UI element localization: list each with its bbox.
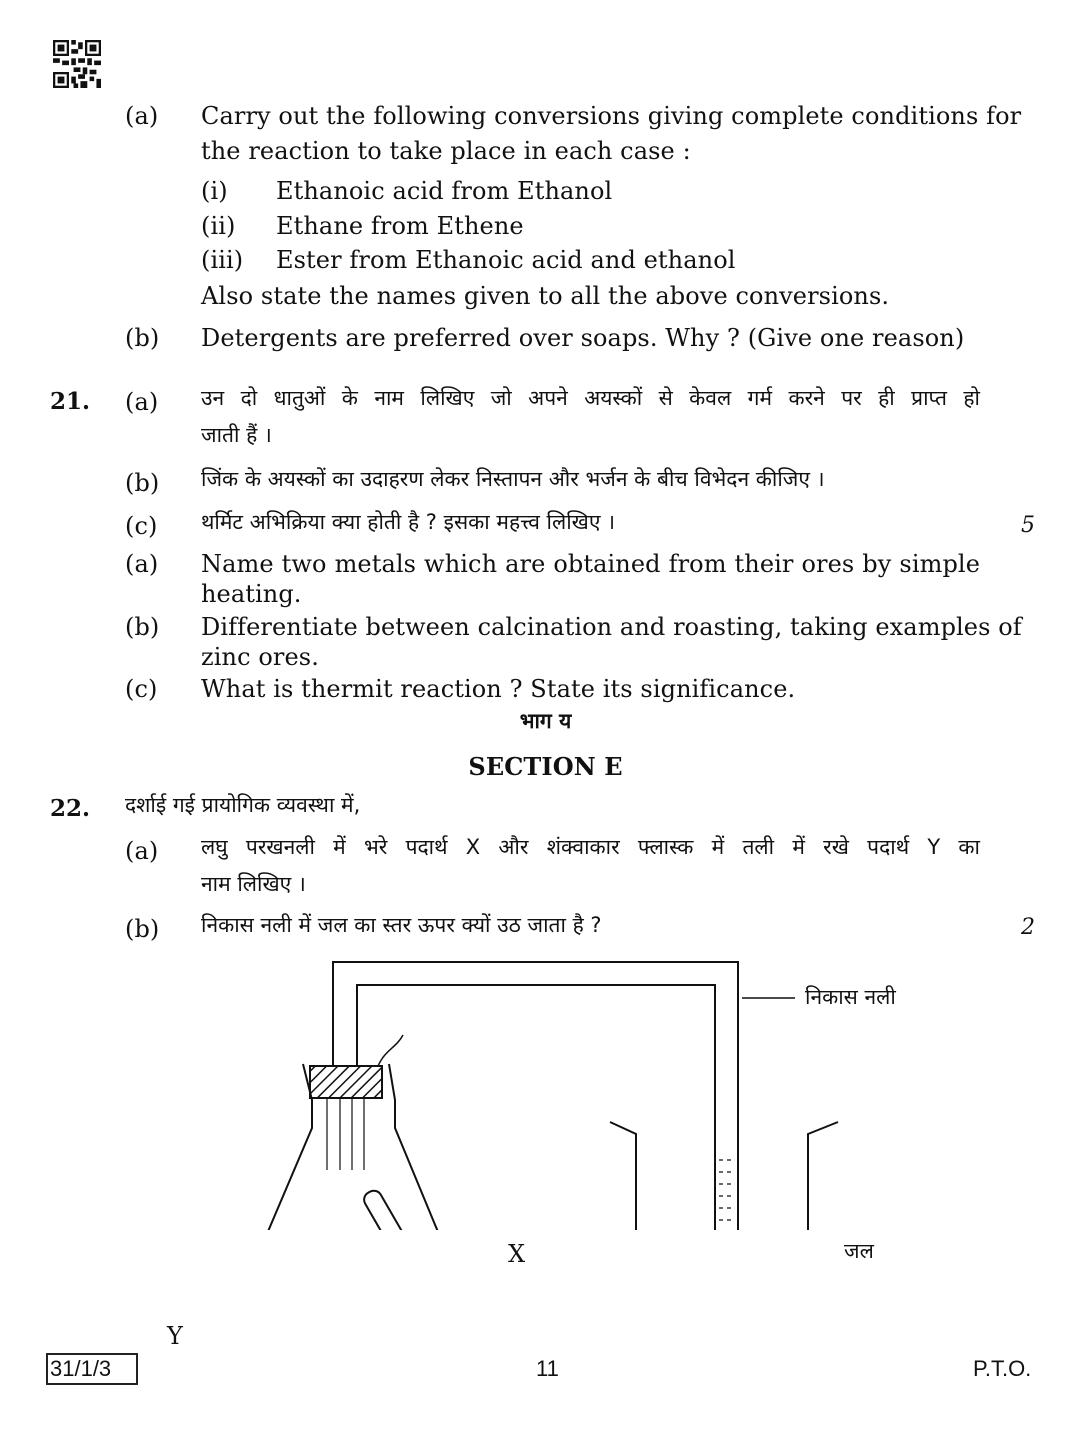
q20-a-also: Also state the names given to all the above conversions. (201, 282, 890, 310)
q21-hi-c-text: थर्मिट अभिक्रिया क्या होती है ? इसका महत्त्व लिखिए । (201, 510, 616, 534)
q21-en-b-line1: Differentiate between calcination and roasting, taking examples of (201, 613, 1022, 641)
q22-intro: दर्शाई गई प्रायोगिक व्यवस्था में, (125, 793, 361, 817)
paper-code: 31/1/3 (50, 1356, 112, 1381)
q21-en-c-label: (c) (125, 675, 158, 703)
q22-number: 22. (50, 795, 91, 822)
q21-en-a-line2: heating. (201, 580, 302, 608)
q21-en-b-line2: zinc ores. (201, 643, 319, 671)
q20-a-item-num: (iii) (201, 246, 244, 274)
trough (610, 1122, 838, 1230)
q20-a-item-num: (i) (201, 177, 228, 205)
q20-a-item-text: Ester from Ethanoic acid and ethanol (276, 246, 736, 274)
label-delivery-tube: निकास नली (805, 985, 896, 1009)
q21-hi-a-line1: उन दो धातुओं के नाम लिखिए जो अपने अयस्कों से केवल गर्म करने पर ही प्राप्त हो (201, 386, 980, 410)
test-tube (361, 1188, 412, 1230)
q21-en-a-label: (a) (125, 550, 159, 578)
label-x: X (508, 1240, 526, 1268)
q20-a-line2: the reaction to take place in each case : (201, 137, 691, 165)
page-number: 11 (536, 1356, 559, 1381)
pto-label: P.T.O. (973, 1356, 1032, 1381)
q21-hi-b-text: जिंक के अयस्कों का उदाहरण लेकर निस्तापन और भर्जन के बीच विभेदन कीजिए । (201, 467, 825, 491)
q21-hi-c-label: (c) (125, 512, 158, 540)
q20-a-line1: Carry out the following conversions giving complete conditions for (201, 102, 1022, 130)
risen-water-in-tube (719, 1160, 734, 1220)
q22-marks: 2 (1021, 915, 1035, 940)
thread (378, 1035, 403, 1066)
label-water: जल (844, 1239, 874, 1263)
section-title-hindi: भाग य (519, 709, 572, 733)
q22-a-label: (a) (125, 837, 159, 865)
q20-b-label: (b) (125, 324, 160, 352)
q21-en-b-label: (b) (125, 613, 160, 641)
q20-b-text: Detergents are preferred over soaps. Why ? (Give one reason) (201, 324, 965, 352)
q21-hi-b-label: (b) (125, 469, 160, 497)
q22-a-line2: नाम लिखिए । (201, 872, 306, 896)
q22-a-line1: लघु परखनली में भरे पदार्थ X और शंक्वाकार फ्लास्क में तली में रखे पदार्थ Y का (201, 835, 980, 859)
section-title-english: SECTION E (468, 752, 623, 781)
cork (310, 1066, 382, 1098)
q21-en-a-line1: Name two metals which are obtained from their ores by simple (201, 550, 980, 578)
q20-a-item-text: Ethanoic acid from Ethanol (276, 177, 613, 205)
q21-hi-a-label: (a) (125, 388, 159, 416)
q20-a-item-num: (ii) (201, 212, 236, 240)
tube-inner-lines (327, 1098, 364, 1170)
q20-a-label: (a) (125, 102, 159, 130)
label-y: Y (167, 1322, 183, 1350)
q22-b-text: निकास नली में जल का स्तर ऊपर क्यों उठ जाता है ? (201, 913, 602, 937)
q21-hi-a-line2: जाती हैं । (201, 423, 272, 447)
q21-number: 21. (50, 388, 91, 415)
q22-b-label: (b) (125, 915, 160, 943)
q21-en-c-text: What is thermit reaction ? State its significance. (201, 675, 796, 703)
q21-marks: 5 (1021, 513, 1035, 538)
qr-code-icon (53, 40, 101, 88)
q20-a-item-text: Ethane from Ethene (276, 212, 524, 240)
